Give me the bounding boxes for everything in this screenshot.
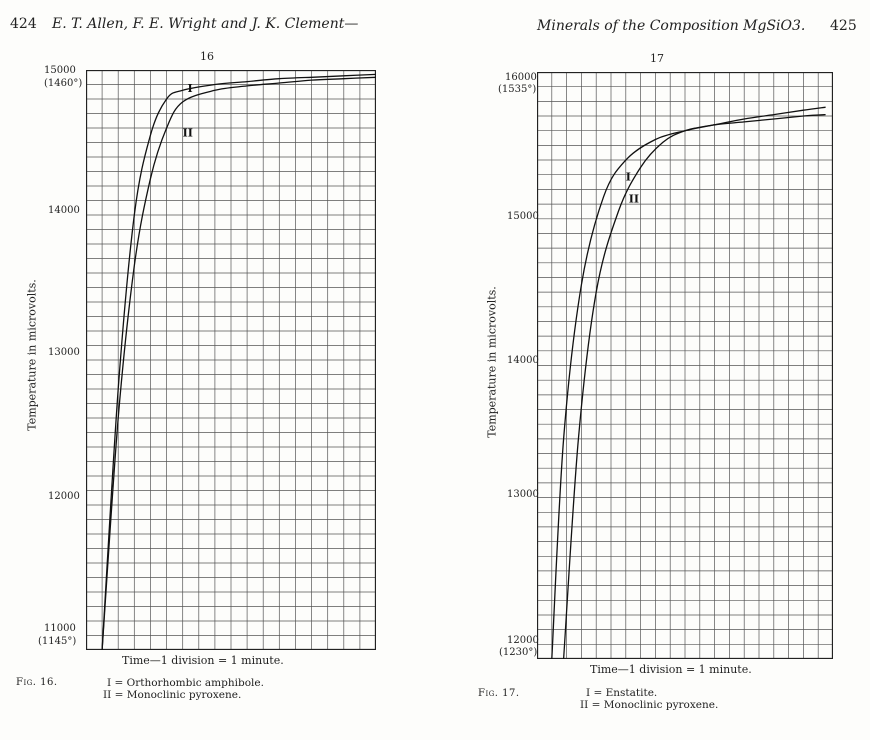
fig17-tick-16000: 16000 bbox=[505, 72, 537, 83]
fig17-tick-12000: 12000 bbox=[507, 635, 539, 646]
fig16-tick-12000: 12000 bbox=[48, 491, 80, 502]
left-page-number: 424 bbox=[10, 16, 37, 32]
fig16-tick-1460: (1460°) bbox=[44, 78, 83, 89]
fig16-caption-label: Fig. 16. bbox=[16, 677, 58, 688]
right-page-number: 425 bbox=[830, 18, 857, 34]
fig17-legend-ii: II = Monoclinic pyroxene. bbox=[580, 699, 719, 711]
left-running-head: E. T. Allen, F. E. Wright and J. K. Clement— bbox=[52, 16, 359, 32]
fig17-tick-1535: (1535°) bbox=[498, 84, 537, 95]
fig17-x-axis-label: Time—1 division = 1 minute. bbox=[590, 663, 752, 676]
fig17-tick-14000: 14000 bbox=[507, 355, 539, 366]
fig16-tick-1145: (1145°) bbox=[38, 636, 77, 647]
figure-17-number: 17 bbox=[650, 52, 664, 65]
grid bbox=[86, 70, 376, 650]
series-label-ii: II bbox=[182, 126, 193, 140]
fig17-plot bbox=[537, 72, 833, 659]
figure-16-number: 16 bbox=[200, 50, 214, 63]
fig17-tick-15000: 15000 bbox=[507, 211, 539, 222]
fig16-x-axis-label: Time—1 division = 1 minute. bbox=[122, 654, 284, 667]
fig17-tick-1230: (1230°) bbox=[499, 647, 538, 658]
fig16-tick-15000: 15000 bbox=[44, 65, 76, 76]
fig16-legend-ii: II = Monoclinic pyroxene. bbox=[103, 689, 242, 701]
series-line-ii bbox=[564, 115, 826, 659]
fig17-tick-13000: 13000 bbox=[507, 489, 539, 500]
right-running-head: Minerals of the Composition MgSiO3. bbox=[537, 18, 806, 34]
fig16-tick-14000: 14000 bbox=[48, 205, 80, 216]
series-label-ii: II bbox=[628, 192, 640, 206]
series-label-i: I bbox=[187, 81, 193, 95]
grid bbox=[537, 72, 833, 659]
fig17-caption-label: Fig. 17. bbox=[478, 688, 520, 699]
fig16-y-axis-label: Temperature in microvolts. bbox=[25, 279, 39, 431]
series-label-i: I bbox=[625, 170, 631, 184]
fig16-tick-13000: 13000 bbox=[48, 347, 80, 358]
series-line-i bbox=[102, 74, 376, 650]
fig16-plot bbox=[86, 70, 376, 650]
fig17-legend-i: I = Enstatite. bbox=[586, 687, 658, 699]
fig16-tick-11000: 11000 bbox=[44, 623, 76, 634]
series-line-i bbox=[552, 107, 826, 659]
fig16-legend-i: I = Orthorhombic amphibole. bbox=[107, 677, 264, 689]
fig17-y-axis-label: Temperature in microvolts. bbox=[485, 286, 499, 438]
